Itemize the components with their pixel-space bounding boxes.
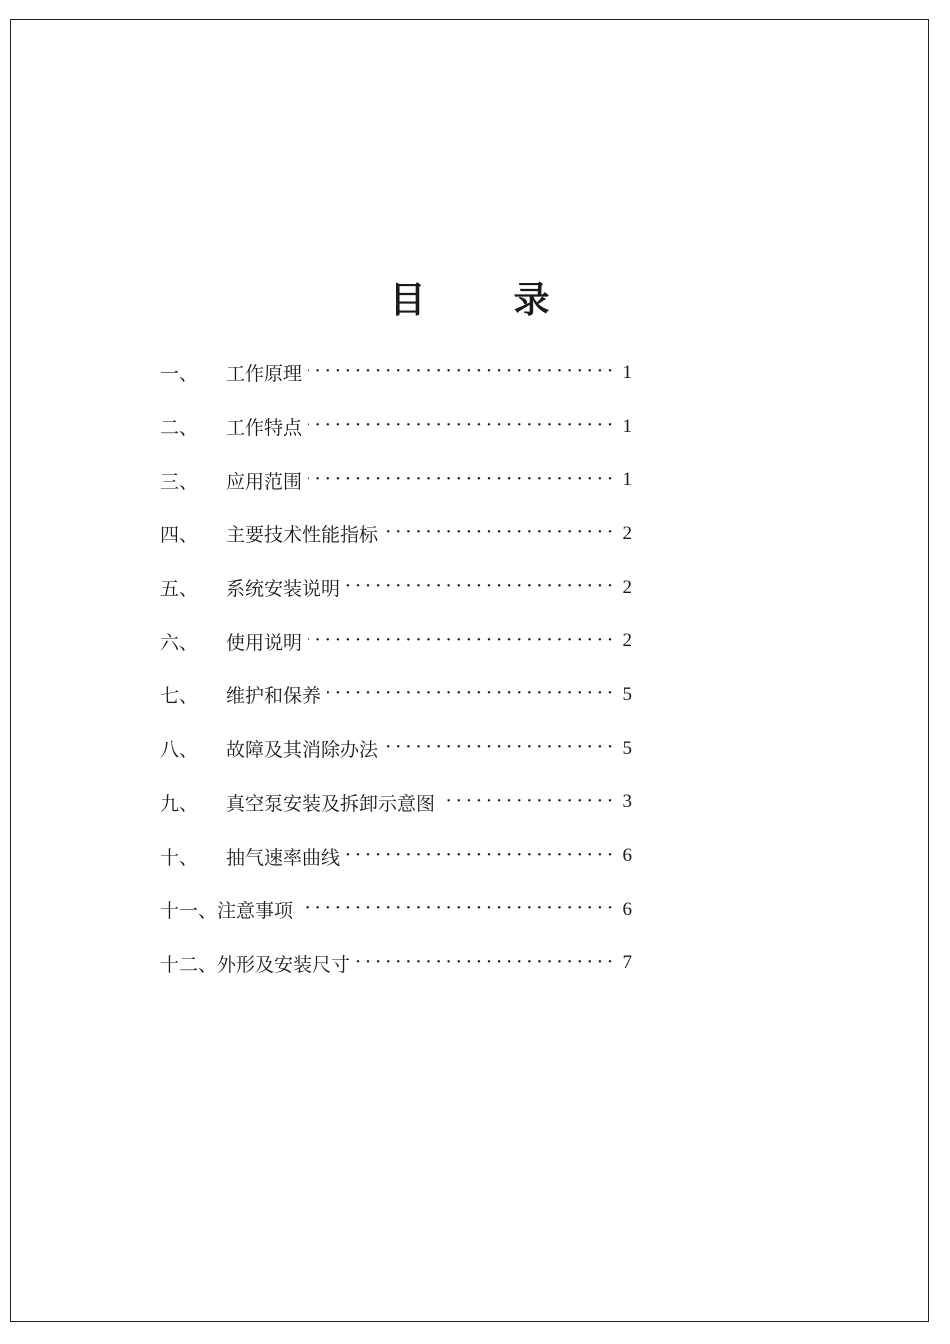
- toc-entry-number: 一、: [160, 363, 199, 386]
- toc-entry[interactable]: [160, 453, 632, 507]
- toc-entry-number: 十一、: [160, 900, 218, 923]
- toc-entry-page: 2: [622, 522, 632, 544]
- toc-entry-number: 三、: [160, 470, 199, 493]
- toc-entry-page: 1: [622, 361, 632, 383]
- toc-entry-number: 九、: [160, 792, 199, 815]
- toc-entry[interactable]: [160, 668, 632, 722]
- toc-entry-title: 工作特点: [226, 417, 303, 440]
- toc-entry-page: 6: [622, 898, 632, 920]
- toc-entry-number: 十二、: [160, 953, 218, 976]
- toc-entry-number: 七、: [160, 685, 199, 708]
- toc-entry-title: 维护和保养: [226, 685, 322, 708]
- toc-entry[interactable]: [160, 561, 632, 615]
- toc-entry-page: 1: [622, 469, 632, 491]
- dot-leader: [308, 632, 612, 651]
- toc-entry-title: 工作原理: [226, 363, 303, 386]
- toc-entry[interactable]: [160, 937, 632, 991]
- toc-entry-number: 二、: [160, 417, 199, 440]
- toc-entry-title: 使用说明: [226, 631, 303, 654]
- table-of-contents: [160, 346, 632, 990]
- dot-leader: [299, 900, 612, 919]
- toc-entry[interactable]: [160, 776, 632, 830]
- toc-entry-title: 故障及其消除办法: [226, 739, 379, 762]
- toc-entry-title: 外形及安装尺寸: [217, 953, 351, 976]
- dot-leader: [384, 524, 612, 543]
- toc-entry-page: 5: [622, 737, 632, 759]
- dot-leader: [384, 739, 612, 758]
- toc-entry-page: 6: [622, 845, 632, 867]
- toc-entry-title: 抽气速率曲线: [226, 846, 341, 869]
- page-title: [0, 276, 950, 326]
- toc-entry-number: 十、: [160, 846, 199, 869]
- toc-entry[interactable]: [160, 883, 632, 937]
- toc-entry[interactable]: [160, 722, 632, 776]
- toc-entry-title: 主要技术性能指标: [226, 524, 379, 547]
- dot-leader: [327, 685, 612, 704]
- title-char-1: 目: [389, 280, 426, 321]
- dot-leader: [441, 793, 612, 812]
- toc-entry-title: 系统安装说明: [226, 578, 341, 601]
- toc-entry-title: 注意事项: [217, 900, 294, 923]
- toc-entry[interactable]: [160, 507, 632, 561]
- toc-entry-number: 六、: [160, 631, 199, 654]
- title-char-2: 录: [513, 280, 550, 321]
- toc-entry-page: 5: [622, 683, 632, 705]
- toc-entry-number: 五、: [160, 578, 199, 601]
- dot-leader: [308, 417, 612, 436]
- toc-entry-number: 八、: [160, 739, 199, 762]
- toc-entry-title: 应用范围: [226, 470, 303, 493]
- dot-leader: [356, 954, 612, 973]
- dot-leader: [346, 847, 612, 866]
- toc-entry-page: 2: [622, 630, 632, 652]
- toc-entry[interactable]: [160, 614, 632, 668]
- dot-leader: [308, 363, 612, 382]
- toc-entry-title: 真空泵安装及拆卸示意图: [226, 792, 436, 815]
- toc-entry[interactable]: [160, 400, 632, 454]
- dot-leader: [346, 578, 612, 597]
- toc-entry-page: 3: [622, 791, 632, 813]
- toc-entry[interactable]: [160, 346, 632, 400]
- toc-entry-page: 7: [622, 952, 632, 974]
- toc-entry-page: 2: [622, 576, 632, 598]
- toc-entry-page: 1: [622, 415, 632, 437]
- toc-entry-number: 四、: [160, 524, 199, 547]
- toc-entry[interactable]: [160, 829, 632, 883]
- dot-leader: [308, 471, 612, 490]
